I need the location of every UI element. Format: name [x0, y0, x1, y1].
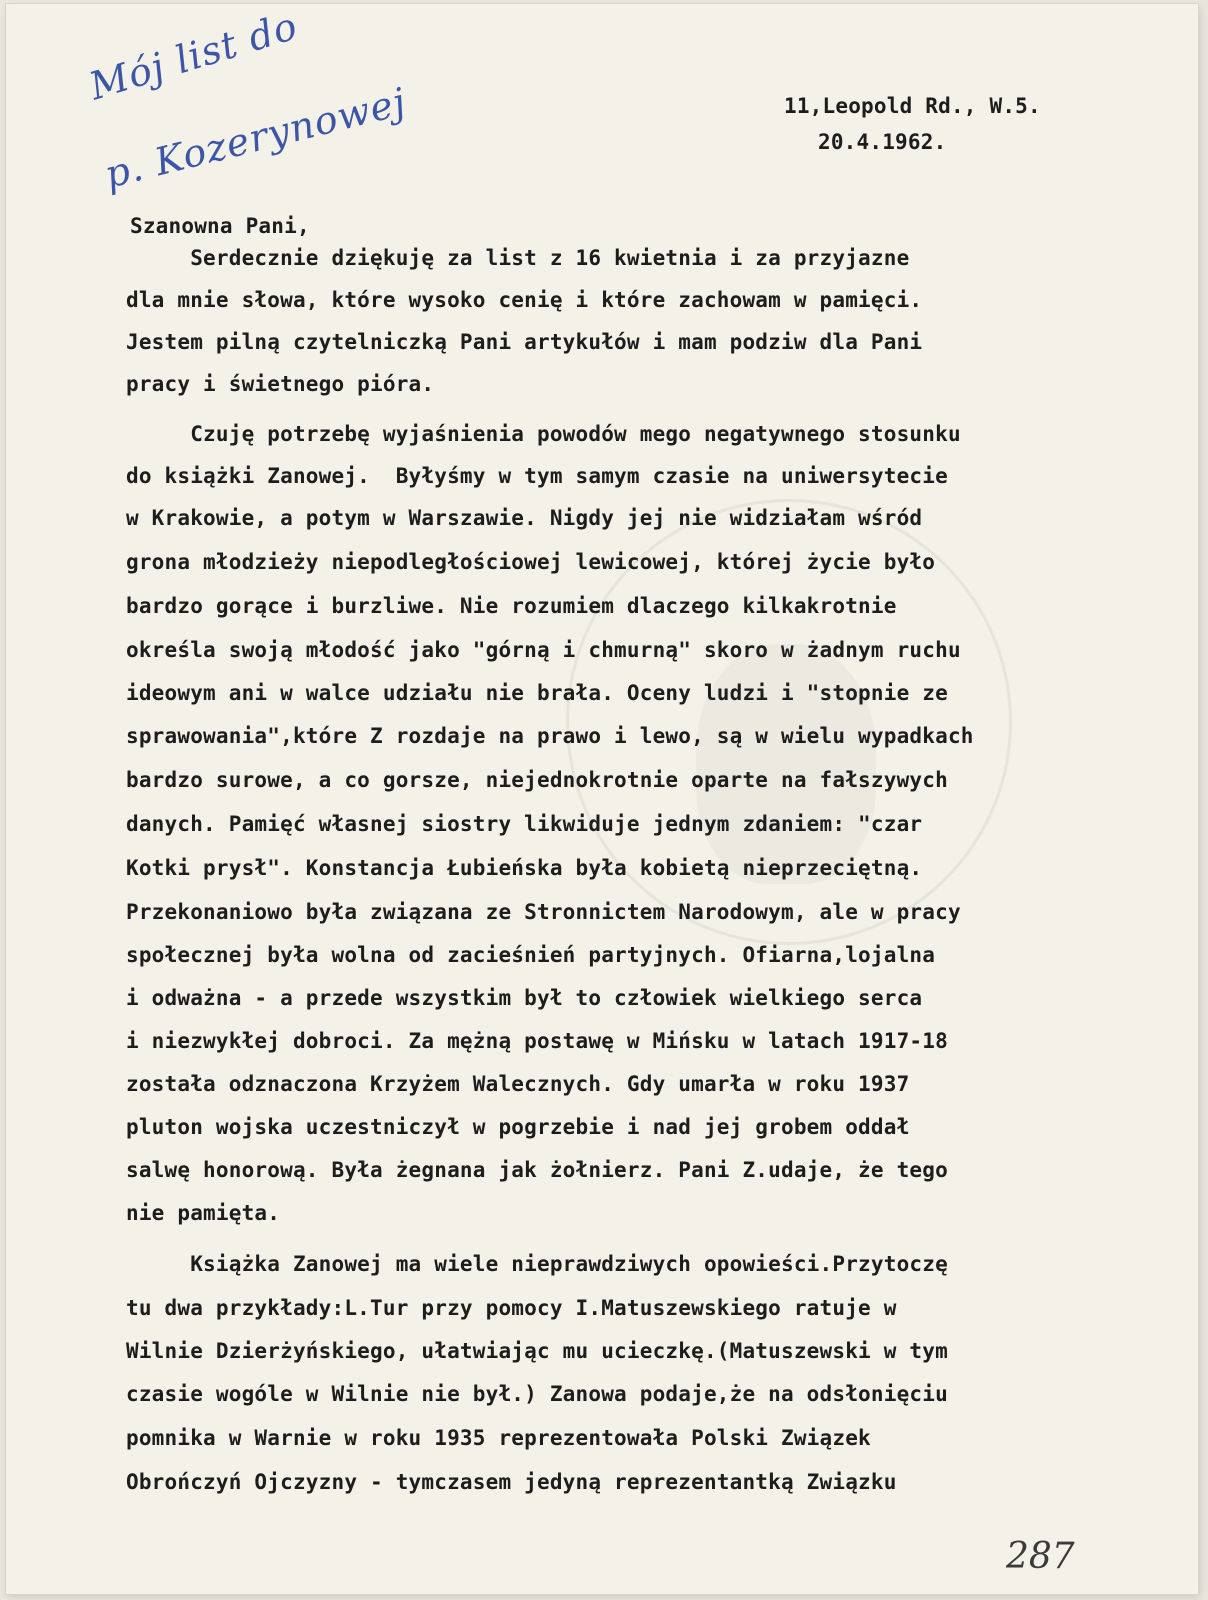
body-line: dla mnie słowa, które wysoko cenię i które zachowam w pamięci. [126, 288, 923, 312]
body-line: nie pamięta. [126, 1201, 281, 1225]
salutation: Szanowna Pani, [130, 214, 310, 238]
body-line: Obrończyń Ojczyzny - tymczasem jedyną reprezentantką Związku [126, 1470, 897, 1494]
handwritten-note-line-1: Mój list do [84, 4, 303, 109]
body-line: została odznaczona Krzyżem Walecznych. Gdy umarła w roku 1937 [126, 1072, 910, 1096]
body-line: pracy i świetnego pióra. [126, 372, 435, 396]
body-line: Wilnie Dzierżyńskiego, ułatwiając mu ucieczkę.(Matuszewski w tym [126, 1339, 948, 1363]
body-line: Serdecznie dziękuję za list z 16 kwietnia i za przyjazne [126, 246, 910, 270]
body-line: pomnika w Warnie w roku 1935 reprezentowała Polski Związek [126, 1426, 871, 1450]
body-line: w Krakowie, a potym w Warszawie. Nigdy jej nie widziałam wśród [126, 506, 923, 530]
body-line: Jestem pilną czytelniczką Pani artykułów i mam podziw dla Pani [126, 330, 923, 354]
body-line: sprawowania",które Z rozdaje na prawo i lewo, są w wielu wypadkach [126, 724, 974, 748]
body-line: czasie wogóle w Wilnie nie był.) Zanowa podaje,że na odsłonięciu [126, 1382, 948, 1406]
body-line: danych. Pamięć własnej siostry likwiduje jednym zdaniem: "czar [126, 812, 923, 836]
body-line: i niezwykłej dobroci. Za mężną postawę w Mińsku w latach 1917-18 [126, 1029, 948, 1053]
body-line: do książki Zanowej. Byłyśmy w tym samym czasie na uniwersytecie [126, 464, 948, 488]
stamp-portrait-watermark [696, 644, 876, 884]
body-line: bardzo surowe, a co gorsze, niejednokrotnie oparte na fałszywych [126, 768, 948, 792]
body-line: grona młodzieży niepodległościowej lewicowej, której życie było [126, 550, 936, 574]
sender-address: 11,Leopold Rd., W.5. [784, 94, 1041, 118]
body-line: pluton wojska uczestniczył w pogrzebie i nad jej grobem oddał [126, 1115, 910, 1139]
body-line: Czuję potrzebę wyjaśnienia powodów mego negatywnego stosunku [126, 422, 961, 446]
body-line: salwę honorową. Była żegnana jak żołnierz. Pani Z.udaje, że tego [126, 1158, 948, 1182]
body-line: tu dwa przykłady:L.Tur przy pomocy I.Matuszewskiego ratuje w [126, 1296, 897, 1320]
body-line: określa swoją młodość jako "górną i chmurną" skoro w żadnym ruchu [126, 638, 961, 662]
body-line: Książka Zanowej ma wiele nieprawdziwych opowieści.Przytoczę [126, 1252, 948, 1276]
body-line: bardzo gorące i burzliwe. Nie rozumiem dlaczego kilkakrotnie [126, 594, 897, 618]
handwritten-page-number: 287 [1006, 1536, 1075, 1577]
handwritten-note-line-2: p. Kozerynowej [100, 79, 411, 197]
letter-page [6, 4, 1198, 1594]
body-line: i odważna - a przede wszystkim był to człowiek wielkiego serca [126, 986, 923, 1010]
body-line: Przekonaniowo była związana ze Stronnictem Narodowym, ale w pracy [126, 900, 961, 924]
body-line: społecznej była wolna od zacieśnień partyjnych. Ofiarna,lojalna [126, 943, 936, 967]
body-line: ideowym ani w walce udziału nie brała. Oceny ludzi i "stopnie ze [126, 681, 948, 705]
body-line: Kotki prysł". Konstancja Łubieńska była kobietą nieprzeciętną. [126, 856, 923, 880]
letter-date: 20.4.1962. [818, 130, 947, 154]
